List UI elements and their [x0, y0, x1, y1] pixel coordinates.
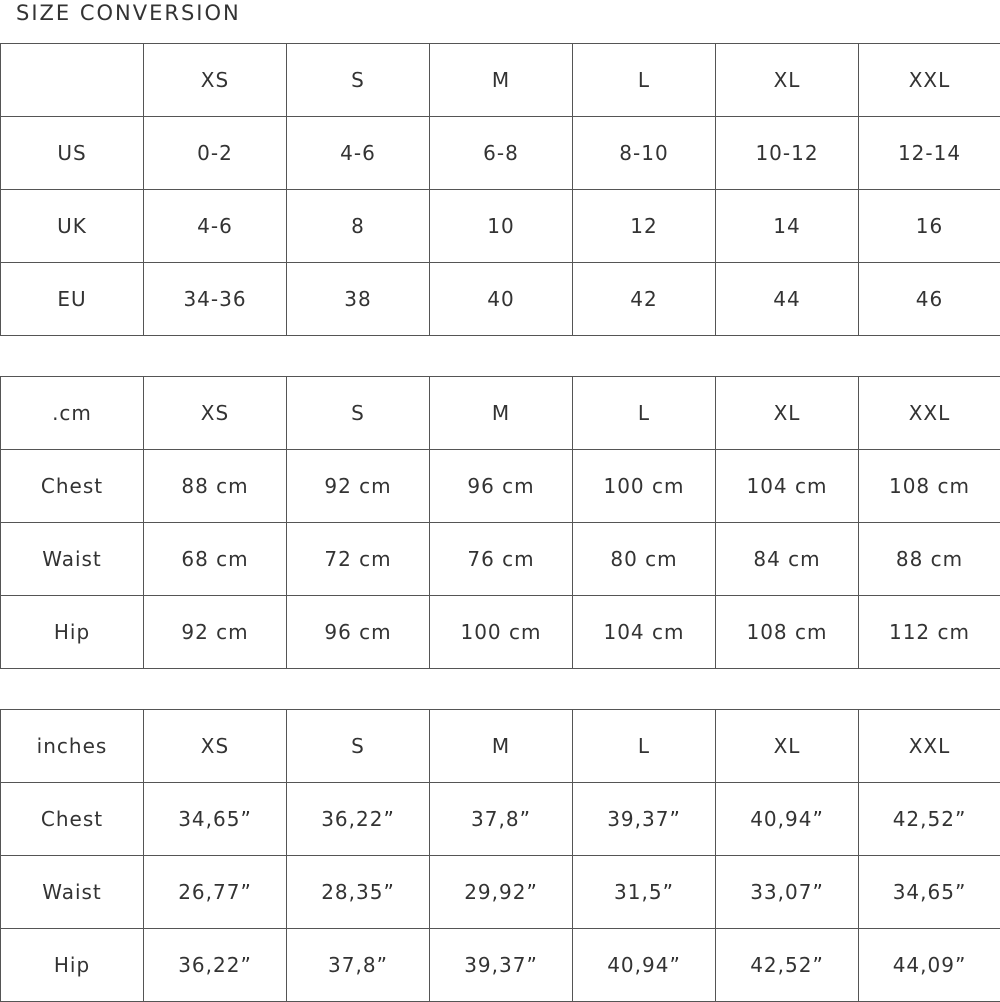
table-cell: 34-36 — [144, 263, 287, 336]
table-header-row — [1, 710, 1000, 783]
table-cell: 42,52” — [716, 929, 859, 1002]
table-cell: 92 cm — [287, 450, 430, 523]
table-cell: 38 — [287, 263, 430, 336]
table-row — [1, 596, 1000, 669]
table-cell: 88 cm — [859, 523, 1000, 596]
table-row — [1, 929, 1000, 1002]
column-header: XS — [144, 377, 287, 450]
column-header: S — [287, 44, 430, 117]
table-cell: 68 cm — [144, 523, 287, 596]
table-cell: 34,65” — [859, 856, 1000, 929]
table-cell: 44,09” — [859, 929, 1000, 1002]
table-cell: 8-10 — [573, 117, 716, 190]
table-cell: 46 — [859, 263, 1000, 336]
table-row — [1, 263, 1000, 336]
column-header: S — [287, 377, 430, 450]
table-cell: 96 cm — [287, 596, 430, 669]
table-cell: 31,5” — [573, 856, 716, 929]
table-row — [1, 190, 1000, 263]
table-cell: 72 cm — [287, 523, 430, 596]
row-label: Waist — [1, 856, 144, 929]
column-header: L — [573, 377, 716, 450]
table-cell: 36,22” — [287, 783, 430, 856]
column-header: S — [287, 710, 430, 783]
table-cell: 12 — [573, 190, 716, 263]
column-header: L — [573, 44, 716, 117]
table-cell: 42,52” — [859, 783, 1000, 856]
table-row — [1, 783, 1000, 856]
table-cell: 76 cm — [430, 523, 573, 596]
row-label: Chest — [1, 450, 144, 523]
table-cell: 12-14 — [859, 117, 1000, 190]
column-header: L — [573, 710, 716, 783]
table-cell: 16 — [859, 190, 1000, 263]
table-cell: 4-6 — [287, 117, 430, 190]
corner-cell — [1, 44, 144, 117]
column-header: XXL — [859, 377, 1000, 450]
table-cell: 6-8 — [430, 117, 573, 190]
table-cell: 8 — [287, 190, 430, 263]
column-header: XS — [144, 710, 287, 783]
table-cell: 39,37” — [430, 929, 573, 1002]
row-label: Hip — [1, 929, 144, 1002]
row-label: Hip — [1, 596, 144, 669]
table-header-row — [1, 44, 1000, 117]
column-header: XL — [716, 710, 859, 783]
column-header: XL — [716, 44, 859, 117]
column-header: XXL — [859, 44, 1000, 117]
table-cell: 40,94” — [573, 929, 716, 1002]
table-header-row — [1, 377, 1000, 450]
page-title: SIZE CONVERSION — [16, 0, 241, 26]
row-label: EU — [1, 263, 144, 336]
table-cell: 10 — [430, 190, 573, 263]
table-cell: 39,37” — [573, 783, 716, 856]
column-header: XS — [144, 44, 287, 117]
table-cell: 44 — [716, 263, 859, 336]
table-cell: 33,07” — [716, 856, 859, 929]
row-label: Chest — [1, 783, 144, 856]
table-cell: 36,22” — [144, 929, 287, 1002]
column-header: M — [430, 44, 573, 117]
table-cell: 40 — [430, 263, 573, 336]
table-cell: 26,77” — [144, 856, 287, 929]
table-cell: 37,8” — [430, 783, 573, 856]
table-cell: 28,35” — [287, 856, 430, 929]
table-cell: 10-12 — [716, 117, 859, 190]
table-cell: 108 cm — [716, 596, 859, 669]
table-cell: 0-2 — [144, 117, 287, 190]
table-cell: 108 cm — [859, 450, 1000, 523]
table-row — [1, 117, 1000, 190]
table-cell: 112 cm — [859, 596, 1000, 669]
table-cell: 34,65” — [144, 783, 287, 856]
column-header: M — [430, 710, 573, 783]
table-cell: 4-6 — [144, 190, 287, 263]
table-cell: 100 cm — [573, 450, 716, 523]
table-cell: 14 — [716, 190, 859, 263]
inches-measurements-table — [0, 709, 1000, 1002]
table-cell: 104 cm — [716, 450, 859, 523]
size-conversion-table — [0, 43, 1000, 336]
table-row — [1, 523, 1000, 596]
column-header: XXL — [859, 710, 1000, 783]
table-row — [1, 856, 1000, 929]
table-cell: 42 — [573, 263, 716, 336]
table-row — [1, 450, 1000, 523]
table-cell: 100 cm — [430, 596, 573, 669]
table-cell: 37,8” — [287, 929, 430, 1002]
table-cell: 80 cm — [573, 523, 716, 596]
table-cell: 84 cm — [716, 523, 859, 596]
table-cell: 29,92” — [430, 856, 573, 929]
unit-label: .cm — [1, 377, 144, 450]
row-label: US — [1, 117, 144, 190]
row-label: Waist — [1, 523, 144, 596]
cm-measurements-table — [0, 376, 1000, 669]
table-cell: 92 cm — [144, 596, 287, 669]
table-cell: 96 cm — [430, 450, 573, 523]
table-cell: 88 cm — [144, 450, 287, 523]
table-cell: 40,94” — [716, 783, 859, 856]
table-cell: 104 cm — [573, 596, 716, 669]
column-header: XL — [716, 377, 859, 450]
row-label: UK — [1, 190, 144, 263]
unit-label: inches — [1, 710, 144, 783]
column-header: M — [430, 377, 573, 450]
